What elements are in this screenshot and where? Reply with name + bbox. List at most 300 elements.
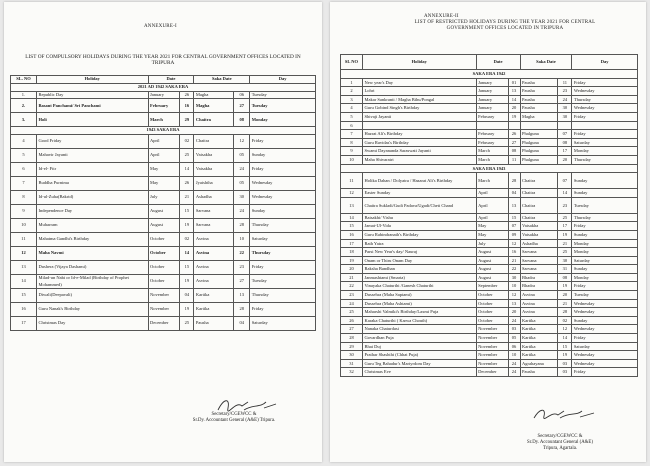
cell-saka-num: 19 bbox=[558, 230, 572, 239]
cell-saka-month: Pausha bbox=[520, 368, 558, 377]
cell-saka-num: 06 bbox=[234, 91, 250, 99]
cell-holiday: Guru Gobind Singh's Birthday bbox=[362, 104, 476, 113]
annexure-label: ANNEXURE-I bbox=[144, 24, 177, 29]
annexure-2-title: LIST OF RESTRICTED HOLIDAYS DURING THE YEAR 2021 FOR CENTRAL GOVERNMENT OFFICES LOCATED IN TRIPURA bbox=[414, 20, 596, 31]
cell-slno: 6 bbox=[11, 163, 37, 177]
cell-saka-month: Pausha bbox=[520, 87, 558, 96]
cell-saka-num: 19 bbox=[558, 351, 572, 360]
cell-saka-month: Sarvana bbox=[520, 265, 558, 274]
table-row bbox=[341, 95, 638, 104]
cell-month: July bbox=[148, 191, 180, 205]
cell-holiday: Maha Shivaratri bbox=[362, 155, 476, 164]
cell-slno: 17 bbox=[341, 239, 363, 248]
cell-slno: 9 bbox=[11, 205, 37, 219]
cell-day-num: 19 bbox=[180, 219, 194, 233]
cell-month: February bbox=[476, 130, 508, 139]
cell-holiday: Prathar Shashthi (Chhat Puja) bbox=[362, 351, 476, 360]
cell-weekday: Thursday bbox=[250, 289, 316, 303]
signature-line-2: Sr.Dy. Accountant General (A&E) bbox=[527, 440, 593, 445]
cell-saka-num: 30 bbox=[558, 112, 572, 121]
cell-month: May bbox=[476, 222, 508, 231]
cell-saka-month: Chaitra bbox=[520, 213, 558, 222]
cell-month: January bbox=[476, 87, 508, 96]
cell-saka-month: Chaitra bbox=[520, 173, 558, 189]
cell-month bbox=[476, 121, 508, 130]
cell-holiday: Govardhan Puja bbox=[362, 334, 476, 343]
cell-month: December bbox=[476, 368, 508, 377]
table-row bbox=[341, 291, 638, 300]
cell-slno: 11 bbox=[11, 233, 37, 247]
cell-saka-num: 30 bbox=[234, 191, 250, 205]
cell-weekday: Sunday bbox=[572, 316, 638, 325]
cell-slno: 8 bbox=[341, 138, 363, 147]
cell-day-num: 13 bbox=[508, 197, 520, 213]
table-row bbox=[341, 308, 638, 317]
cell-saka-month: Asvina bbox=[194, 261, 234, 275]
table-row bbox=[341, 316, 638, 325]
cell-day-num: 04 bbox=[180, 289, 194, 303]
table-row bbox=[341, 189, 638, 198]
cell-month: January bbox=[476, 104, 508, 113]
cell-slno: 15 bbox=[11, 289, 37, 303]
table-row bbox=[11, 177, 316, 191]
table-row bbox=[341, 213, 638, 222]
cell-holiday: Mahavir Jayanti bbox=[36, 149, 148, 163]
cell-saka-num: 21 bbox=[558, 239, 572, 248]
table-row bbox=[11, 205, 316, 219]
cell-day-num: 26 bbox=[180, 177, 194, 191]
cell-month: August bbox=[476, 256, 508, 265]
cell-holiday: Guru Teg Bahadur's Martyrdom Day bbox=[362, 359, 476, 368]
cell-slno: 22 bbox=[341, 282, 363, 291]
cell-day-num: 19 bbox=[508, 112, 520, 121]
cell-saka-num: 30 bbox=[558, 104, 572, 113]
cell-month: October bbox=[148, 261, 180, 275]
cell-slno: 25 bbox=[341, 308, 363, 317]
cell-weekday: Thursday bbox=[572, 95, 638, 104]
cell-holiday: Buddha Purnima bbox=[36, 177, 148, 191]
cell-saka-month: Sarvana bbox=[520, 256, 558, 265]
cell-month: August bbox=[476, 273, 508, 282]
cell-holiday: Diwali(Deepavali) bbox=[36, 289, 148, 303]
cell-month: April bbox=[476, 189, 508, 198]
cell-saka-month: Phalguna bbox=[520, 155, 558, 164]
era-heading-row bbox=[341, 70, 638, 79]
table-row bbox=[11, 219, 316, 233]
cell-weekday: Wednesday bbox=[572, 351, 638, 360]
cell-weekday: Wednesday bbox=[572, 87, 638, 96]
cell-month: January bbox=[148, 91, 180, 99]
cell-weekday: Tuesday bbox=[572, 291, 638, 300]
cell-holiday: Republic Day bbox=[36, 91, 148, 99]
cell-month: October bbox=[476, 308, 508, 317]
cell-holiday: Christmas Eve bbox=[362, 368, 476, 377]
cell-saka-num: 27 bbox=[234, 275, 250, 289]
cell-slno: 13 bbox=[341, 197, 363, 213]
cell-month: October bbox=[148, 275, 180, 289]
cell-holiday: Shivaji Jayanti bbox=[362, 112, 476, 121]
cell-saka-month: Kartika bbox=[194, 289, 234, 303]
cell-holiday: Guru Ravidas's Birthday bbox=[362, 138, 476, 147]
cell-weekday: Tuesday bbox=[250, 275, 316, 289]
cell-slno: 27 bbox=[341, 325, 363, 334]
cell-saka-num: 23 bbox=[558, 197, 572, 213]
cell-slno: 3 bbox=[341, 95, 363, 104]
cell-saka-month: Bhadra bbox=[520, 273, 558, 282]
cell-weekday: Monday bbox=[572, 239, 638, 248]
cell-saka-num: 08 bbox=[234, 113, 250, 127]
cell-slno: 2 bbox=[341, 87, 363, 96]
cell-saka-num: 11 bbox=[558, 78, 572, 87]
table-row bbox=[341, 299, 638, 308]
cell-saka-month: Magha bbox=[194, 99, 234, 113]
cell-day-num: 26 bbox=[508, 130, 520, 139]
cell-weekday: Friday bbox=[250, 135, 316, 149]
table-row bbox=[341, 78, 638, 87]
cell-month: March bbox=[148, 113, 180, 127]
cell-weekday: Saturday bbox=[250, 317, 316, 331]
cell-saka-num: 22 bbox=[234, 247, 250, 261]
cell-holiday: Lohri bbox=[362, 87, 476, 96]
annexure-2-label: ANNEXURE-II bbox=[424, 14, 459, 19]
cell-month: March bbox=[476, 173, 508, 189]
cell-saka-month: Chaitra bbox=[194, 113, 234, 127]
cell-weekday: Wednesday bbox=[572, 325, 638, 334]
cell-month: April bbox=[148, 149, 180, 163]
annexure-title: LIST OF COMPULSORY HOLIDAYS DURING THE YEAR 2021 FOR CENTRAL GOVERNMENT OFFICES LOCATED IN TRIPURA bbox=[25, 54, 301, 67]
era-heading-row bbox=[341, 164, 638, 173]
table-row bbox=[341, 282, 638, 291]
cell-holiday: Rath Yatra bbox=[362, 239, 476, 248]
cell-saka-month: Vaisakha bbox=[520, 230, 558, 239]
cell-day-num: 20 bbox=[508, 104, 520, 113]
cell-day-num: 14 bbox=[180, 163, 194, 177]
table-row bbox=[11, 91, 316, 99]
cell-holiday: Mahatma Gandhi's Birthday bbox=[36, 233, 148, 247]
cell-weekday: Friday bbox=[572, 282, 638, 291]
cell-saka-num: 08 bbox=[558, 273, 572, 282]
cell-weekday: Friday bbox=[250, 303, 316, 317]
restricted-holidays-table bbox=[340, 54, 638, 377]
cell-saka-month: Sarvana bbox=[520, 248, 558, 257]
cell-month: November bbox=[148, 289, 180, 303]
cell-weekday: Monday bbox=[572, 248, 638, 257]
table-row bbox=[11, 149, 316, 163]
cell-saka-num: 28 bbox=[234, 303, 250, 317]
cell-weekday: Saturday bbox=[572, 342, 638, 351]
cell-weekday: Sunday bbox=[250, 149, 316, 163]
era-heading: SAKA ERA 1942 bbox=[341, 70, 638, 79]
era-heading: 2021 AD 1942 SAKA ERA bbox=[11, 83, 316, 91]
cell-holiday: Holi bbox=[36, 113, 148, 127]
cell-weekday: Thursday bbox=[572, 155, 638, 164]
cell-holiday: Nanaka Chaturdasi bbox=[362, 325, 476, 334]
col-header-saka: Saka Date bbox=[194, 76, 250, 84]
cell-day-num: 09 bbox=[508, 230, 520, 239]
cell-saka-num: 23 bbox=[558, 87, 572, 96]
cell-holiday: New year's Day bbox=[362, 78, 476, 87]
annexure-label bbox=[414, 14, 610, 32]
table-row bbox=[341, 325, 638, 334]
cell-month: February bbox=[476, 138, 508, 147]
cell-weekday: Friday bbox=[572, 130, 638, 139]
table-row bbox=[341, 138, 638, 147]
cell-saka-month: Asvina bbox=[520, 299, 558, 308]
cell-slno: 20 bbox=[341, 265, 363, 274]
cell-day-num: 08 bbox=[508, 147, 520, 156]
cell-month: October bbox=[476, 299, 508, 308]
cell-slno: 31 bbox=[341, 359, 363, 368]
cell-day-num: 26 bbox=[180, 91, 194, 99]
cell-day-num: 24 bbox=[508, 316, 520, 325]
cell-holiday: Swami Dayananda Saraswati Jayanti bbox=[362, 147, 476, 156]
cell-saka-month: Kartika bbox=[520, 351, 558, 360]
cell-day-num bbox=[508, 121, 520, 130]
cell-saka-month bbox=[520, 121, 558, 130]
cell-holiday: Baisakhi/ Vishu bbox=[362, 213, 476, 222]
cell-slno: 5 bbox=[11, 149, 37, 163]
cell-saka-num: 12 bbox=[558, 325, 572, 334]
cell-holiday: Chaitra Sukladi/Gudi Padava/Ugadi/Cheti Chand bbox=[362, 197, 476, 213]
table-row bbox=[341, 359, 638, 368]
cell-holiday: Vinayaka Chaturthi /Ganesh Chaturthi bbox=[362, 282, 476, 291]
table-row bbox=[341, 273, 638, 282]
signature-icon bbox=[530, 406, 600, 424]
cell-holiday: Onam or Thiru Onam Day bbox=[362, 256, 476, 265]
cell-saka-month: Pausha bbox=[520, 95, 558, 104]
cell-saka-num: 25 bbox=[558, 213, 572, 222]
table-row bbox=[11, 247, 316, 261]
cell-slno: 16 bbox=[341, 230, 363, 239]
cell-weekday: Friday bbox=[572, 78, 638, 87]
cell-saka-month: Kartika bbox=[520, 334, 558, 343]
table-row bbox=[341, 147, 638, 156]
cell-weekday: Wednesday bbox=[250, 177, 316, 191]
cell-saka-num: 19 bbox=[558, 282, 572, 291]
cell-weekday: Saturday bbox=[572, 256, 638, 265]
cell-holiday: Id-ul-Zuha(Bakrid) bbox=[36, 191, 148, 205]
cell-slno: 5 bbox=[341, 112, 363, 121]
table-row bbox=[11, 113, 316, 127]
cell-holiday: Bhai Duj bbox=[362, 342, 476, 351]
cell-month: October bbox=[476, 316, 508, 325]
cell-weekday: Saturday bbox=[572, 138, 638, 147]
cell-saka-num: 24 bbox=[234, 163, 250, 177]
cell-slno: 21 bbox=[341, 273, 363, 282]
era-heading-row bbox=[11, 127, 316, 135]
cell-weekday: Friday bbox=[572, 222, 638, 231]
cell-month: February bbox=[148, 99, 180, 113]
cell-weekday: Wednesday bbox=[572, 104, 638, 113]
cell-saka-month: Jyaishtha bbox=[194, 177, 234, 191]
cell-slno: 26 bbox=[341, 316, 363, 325]
cell-saka-num: 21 bbox=[558, 299, 572, 308]
cell-day-num: 28 bbox=[508, 173, 520, 189]
cell-holiday: Good Friday bbox=[36, 135, 148, 149]
era-heading-row bbox=[11, 83, 316, 91]
table-row bbox=[341, 239, 638, 248]
col-header-holiday: Holiday bbox=[36, 76, 148, 84]
cell-weekday: Wednesday bbox=[572, 359, 638, 368]
cell-day-num: 06 bbox=[508, 342, 520, 351]
cell-slno: 19 bbox=[341, 256, 363, 265]
cell-holiday bbox=[362, 121, 476, 130]
cell-day-num: 27 bbox=[508, 138, 520, 147]
cell-month: November bbox=[148, 303, 180, 317]
table-row bbox=[341, 230, 638, 239]
cell-saka-num: 02 bbox=[558, 316, 572, 325]
cell-slno: 14 bbox=[11, 275, 37, 289]
cell-holiday: Dussehra (Maha Ashtami) bbox=[362, 299, 476, 308]
cell-weekday: Sunday bbox=[572, 173, 638, 189]
cell-month: May bbox=[148, 163, 180, 177]
cell-month: November bbox=[476, 334, 508, 343]
cell-holiday: Karaka Chaturthi ( Karwa Chouth) bbox=[362, 316, 476, 325]
cell-month: November bbox=[476, 351, 508, 360]
cell-holiday: Dushera (Vijaya Dashami) bbox=[36, 261, 148, 275]
cell-saka-num: 17 bbox=[558, 222, 572, 231]
cell-saka-num: 05 bbox=[234, 149, 250, 163]
cell-day-num: 10 bbox=[508, 351, 520, 360]
cell-saka-num: 05 bbox=[234, 177, 250, 191]
table-row bbox=[341, 197, 638, 213]
signature-block bbox=[500, 434, 620, 452]
cell-saka-month: Ashadha bbox=[194, 191, 234, 205]
cell-saka-num: 07 bbox=[558, 130, 572, 139]
cell-day-num: 16 bbox=[508, 248, 520, 257]
cell-saka-num: 14 bbox=[558, 189, 572, 198]
cell-weekday: Thursday bbox=[250, 219, 316, 233]
table-row bbox=[341, 265, 638, 274]
cell-day-num: 14 bbox=[508, 95, 520, 104]
cell-slno: 6 bbox=[341, 121, 363, 130]
cell-saka-num bbox=[558, 121, 572, 130]
cell-day-num: 03 bbox=[508, 325, 520, 334]
table-row bbox=[341, 351, 638, 360]
cell-saka-month: Agrahayana bbox=[520, 359, 558, 368]
cell-weekday: Tuesday bbox=[250, 91, 316, 99]
cell-saka-num: 13 bbox=[234, 289, 250, 303]
cell-weekday: Friday bbox=[572, 112, 638, 121]
cell-slno: 17 bbox=[11, 317, 37, 331]
annexure-1-page bbox=[4, 2, 322, 462]
cell-saka-month: Vaisakha bbox=[194, 163, 234, 177]
cell-weekday: Wednesday bbox=[572, 308, 638, 317]
cell-day-num: 24 bbox=[508, 368, 520, 377]
cell-saka-month: Phalguna bbox=[520, 138, 558, 147]
cell-day-num: 02 bbox=[180, 233, 194, 247]
table-row bbox=[11, 275, 316, 289]
cell-weekday: Wednesday bbox=[572, 299, 638, 308]
col-header-saka: Saka Date bbox=[520, 55, 572, 70]
cell-holiday: Makar Sankranti / Magha Bihu/Pongal bbox=[362, 95, 476, 104]
cell-holiday: Easter Sunday bbox=[362, 189, 476, 198]
cell-month: November bbox=[476, 325, 508, 334]
cell-month: November bbox=[476, 359, 508, 368]
cell-day-num: 15 bbox=[180, 205, 194, 219]
cell-weekday: Thursday bbox=[250, 247, 316, 261]
cell-day-num: 30 bbox=[508, 273, 520, 282]
table-row bbox=[341, 256, 638, 265]
cell-weekday: Sunday bbox=[572, 230, 638, 239]
cell-day-num: 21 bbox=[508, 256, 520, 265]
cell-saka-num: 31 bbox=[558, 265, 572, 274]
table-row bbox=[11, 261, 316, 275]
cell-day-num: 12 bbox=[508, 291, 520, 300]
cell-slno: 23 bbox=[341, 291, 363, 300]
signature-block bbox=[154, 412, 314, 424]
cell-weekday: Thursday bbox=[572, 213, 638, 222]
cell-month: April bbox=[476, 213, 508, 222]
cell-weekday: Tuesday bbox=[572, 197, 638, 213]
cell-weekday: Monday bbox=[572, 273, 638, 282]
cell-day-num: 01 bbox=[508, 78, 520, 87]
cell-saka-num: 27 bbox=[234, 99, 250, 113]
cell-saka-num: 14 bbox=[558, 334, 572, 343]
cell-slno: 18 bbox=[341, 248, 363, 257]
table-row bbox=[341, 155, 638, 164]
cell-saka-month: Kartika bbox=[520, 316, 558, 325]
cell-month: August bbox=[148, 205, 180, 219]
cell-saka-month: Asvina bbox=[194, 275, 234, 289]
cell-saka-month: Ashadha bbox=[520, 239, 558, 248]
cell-day-num: 12 bbox=[508, 239, 520, 248]
cell-holiday: Maharshi Valmiki's Birthday/Laxmi Puja bbox=[362, 308, 476, 317]
col-header-date: Date bbox=[476, 55, 520, 70]
cell-weekday: Wednesday bbox=[250, 191, 316, 205]
cell-holiday: Independence Day bbox=[36, 205, 148, 219]
cell-saka-month: Asvina bbox=[520, 308, 558, 317]
cell-holiday: Guru Nanak's Birthday bbox=[36, 303, 148, 317]
cell-slno: 10 bbox=[11, 219, 37, 233]
cell-saka-num: 17 bbox=[558, 147, 572, 156]
signature-line-1: Secretary/CGEWCC & bbox=[537, 434, 583, 439]
table-header-row bbox=[341, 55, 638, 70]
cell-saka-month: Phalguna bbox=[520, 130, 558, 139]
cell-month: January bbox=[476, 95, 508, 104]
cell-saka-month: Phalguna bbox=[520, 147, 558, 156]
cell-slno: 1 bbox=[341, 78, 363, 87]
signature-line-2: Sr.Dy. Accountant General (A&E) Tripura. bbox=[192, 418, 276, 423]
cell-saka-month: Vaisakha bbox=[520, 222, 558, 231]
cell-holiday: Muharram bbox=[36, 219, 148, 233]
cell-holiday: Holika Dahan / Dolyatra / Hazarat Ali's Birthday bbox=[362, 173, 476, 189]
cell-slno: 9 bbox=[341, 147, 363, 156]
table-row bbox=[11, 99, 316, 113]
cell-holiday: Christmas Day bbox=[36, 317, 148, 331]
cell-month: May bbox=[148, 177, 180, 191]
cell-saka-num: 28 bbox=[558, 308, 572, 317]
cell-weekday: Friday bbox=[572, 368, 638, 377]
col-header-holiday: Holiday bbox=[362, 55, 476, 70]
cell-month: April bbox=[148, 135, 180, 149]
cell-saka-month: Asvina bbox=[194, 233, 234, 247]
cell-day-num: 14 bbox=[180, 247, 194, 261]
cell-slno: 8 bbox=[11, 191, 37, 205]
cell-day-num: 16 bbox=[180, 99, 194, 113]
table-row bbox=[341, 112, 638, 121]
cell-day-num: 19 bbox=[180, 275, 194, 289]
table-row bbox=[341, 87, 638, 96]
cell-day-num: 25 bbox=[180, 317, 194, 331]
table-row bbox=[11, 135, 316, 149]
cell-slno: 10 bbox=[341, 155, 363, 164]
cell-month: April bbox=[476, 197, 508, 213]
cell-slno: 12 bbox=[11, 247, 37, 261]
cell-slno: 16 bbox=[11, 303, 37, 317]
cell-month: August bbox=[148, 219, 180, 233]
table-row bbox=[341, 130, 638, 139]
